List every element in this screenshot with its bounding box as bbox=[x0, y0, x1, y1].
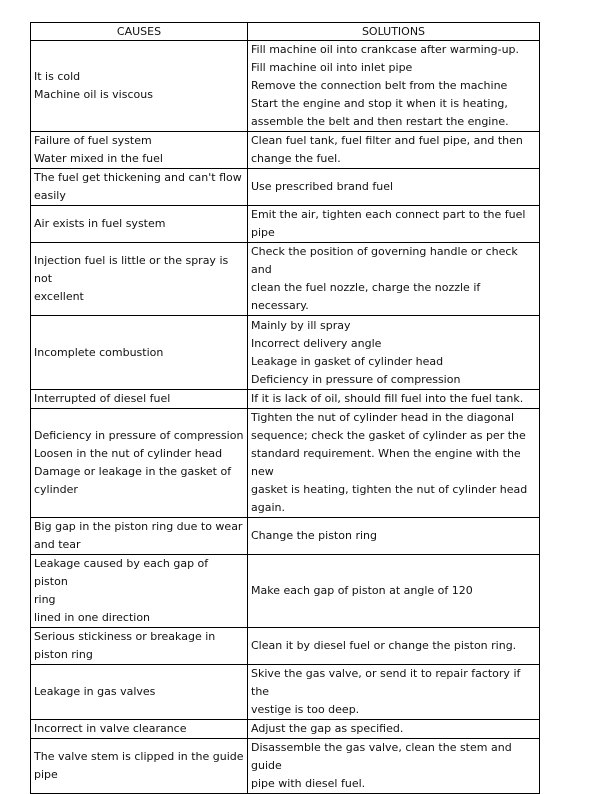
solution-line: clean the fuel nozzle, charge the nozzle if necessary. bbox=[251, 281, 481, 312]
cause-line: Machine oil is viscous bbox=[34, 88, 153, 101]
cause-cell bbox=[31, 41, 248, 132]
solution-line: change the fuel. bbox=[251, 152, 341, 165]
table-row bbox=[31, 41, 540, 132]
solution-line: If it is lack of oil, should fill fuel into the fuel tank. bbox=[251, 392, 524, 405]
table-body bbox=[31, 41, 540, 794]
table-row bbox=[31, 409, 540, 518]
solution-cell bbox=[248, 243, 540, 316]
solution-cell bbox=[248, 316, 540, 390]
header-row bbox=[31, 23, 540, 41]
solution-line: Fill machine oil into crankcase after warming-up. bbox=[251, 43, 520, 56]
cause-line: Failure of fuel system bbox=[34, 134, 152, 147]
solution-line: Disassemble the gas valve, clean the stem and guide bbox=[251, 741, 512, 772]
cause-line: Leakage caused by each gap of piston bbox=[34, 557, 209, 588]
solution-line: Clean fuel tank, fuel filter and fuel pipe, and then bbox=[251, 134, 523, 147]
solution-line: vestige is too deep. bbox=[251, 703, 360, 716]
cause-cell bbox=[31, 720, 248, 739]
cause-cell bbox=[31, 390, 248, 409]
table-row bbox=[31, 665, 540, 720]
cause-cell bbox=[31, 409, 248, 518]
solution-line: standard requirement. When the engine with the new bbox=[251, 447, 521, 478]
cause-cell bbox=[31, 665, 248, 720]
cause-cell bbox=[31, 518, 248, 555]
solution-cell bbox=[248, 665, 540, 720]
solution-line: pipe with diesel fuel. bbox=[251, 777, 366, 790]
solution-cell bbox=[248, 628, 540, 665]
cause-line: It is cold bbox=[34, 70, 81, 83]
solution-line: Make each gap of piston at angle of 120 bbox=[251, 584, 473, 597]
cause-line: Air exists in fuel system bbox=[34, 217, 166, 230]
solution-cell bbox=[248, 739, 540, 794]
solution-line: Clean it by diesel fuel or change the piston ring. bbox=[251, 639, 517, 652]
solution-cell bbox=[248, 720, 540, 739]
solution-cell bbox=[248, 409, 540, 518]
solution-cell bbox=[248, 206, 540, 243]
cause-cell bbox=[31, 628, 248, 665]
cause-line: lined in one direction bbox=[34, 611, 151, 624]
solution-line: Fill machine oil into inlet pipe bbox=[251, 61, 413, 74]
table-row bbox=[31, 739, 540, 794]
table-row bbox=[31, 132, 540, 169]
solutions-header: SOLUTIONS bbox=[248, 23, 540, 41]
cause-line: Loosen in the nut of cylinder head bbox=[34, 447, 223, 460]
cause-line: easily bbox=[34, 189, 66, 202]
cause-line: The fuel get thickening and can't flow bbox=[34, 171, 242, 184]
cause-cell bbox=[31, 169, 248, 206]
cause-cell bbox=[31, 316, 248, 390]
cause-line: Deficiency in pressure of compression bbox=[34, 429, 244, 442]
solution-line: Adjust the gap as specified. bbox=[251, 722, 404, 735]
solution-line: sequence; check the gasket of cylinder as per the bbox=[251, 429, 526, 442]
solution-cell bbox=[248, 390, 540, 409]
solution-cell bbox=[248, 555, 540, 628]
cause-line: Serious stickiness or breakage in bbox=[34, 630, 216, 643]
cause-line: ring bbox=[34, 593, 56, 606]
cause-line: Incomplete combustion bbox=[34, 345, 164, 359]
solution-cell bbox=[248, 169, 540, 206]
solution-cell bbox=[248, 41, 540, 132]
solution-line: Start the engine and stop it when it is heating, bbox=[251, 97, 508, 110]
cause-line: The valve stem is clipped in the guide bbox=[34, 750, 244, 763]
solution-line: Emit the air, tighten each connect part to the fuel pipe bbox=[251, 208, 526, 239]
cause-line: Damage or leakage in the gasket of bbox=[34, 465, 232, 478]
cause-cell bbox=[31, 132, 248, 169]
solution-line: Change the piston ring bbox=[251, 529, 377, 542]
cause-line: Leakage in gas valves bbox=[34, 685, 156, 698]
table-row bbox=[31, 628, 540, 665]
table-row bbox=[31, 316, 540, 390]
cause-line: Injection fuel is little or the spray is not bbox=[34, 254, 229, 285]
cause-cell bbox=[31, 206, 248, 243]
solution-line: Deficiency in pressure of compression bbox=[251, 372, 461, 386]
cause-cell bbox=[31, 243, 248, 316]
cause-line: pipe bbox=[34, 768, 58, 781]
solution-line: Leakage in gasket of cylinder head bbox=[251, 354, 444, 368]
table-row bbox=[31, 169, 540, 206]
table-row bbox=[31, 243, 540, 316]
solution-line: gasket is heating, tighten the nut of cylinder head bbox=[251, 483, 528, 496]
cause-line: Interrupted of diesel fuel bbox=[34, 392, 171, 405]
troubleshooting-table bbox=[30, 22, 540, 794]
cause-line: cylinder bbox=[34, 483, 78, 496]
table-row bbox=[31, 518, 540, 555]
solution-cell bbox=[248, 132, 540, 169]
solution-line: Skive the gas valve, or send it to repair factory if the bbox=[251, 667, 521, 698]
solution-line: Remove the connection belt from the machine bbox=[251, 79, 508, 92]
solution-line: Check the position of governing handle or check and bbox=[251, 245, 518, 276]
table-row bbox=[31, 720, 540, 739]
solution-line: assemble the belt and then restart the engine. bbox=[251, 115, 509, 128]
cause-line: piston ring bbox=[34, 648, 93, 661]
cause-cell bbox=[31, 739, 248, 794]
cause-line: Incorrect in valve clearance bbox=[34, 722, 187, 735]
solution-line: again. bbox=[251, 501, 285, 514]
table-row bbox=[31, 206, 540, 243]
solution-line: Incorrect delivery angle bbox=[251, 336, 382, 350]
cause-line: excellent bbox=[34, 290, 84, 303]
solution-cell bbox=[248, 518, 540, 555]
solution-line: Use prescribed brand fuel bbox=[251, 180, 394, 193]
cause-line: Water mixed in the fuel bbox=[34, 152, 163, 165]
table-row bbox=[31, 555, 540, 628]
solution-line: Tighten the nut of cylinder head in the diagonal bbox=[251, 411, 515, 424]
table-row bbox=[31, 390, 540, 409]
cause-line: Big gap in the piston ring due to wear bbox=[34, 520, 243, 533]
cause-cell bbox=[31, 555, 248, 628]
causes-header: CAUSES bbox=[31, 23, 248, 41]
solution-line: Mainly by ill spray bbox=[251, 318, 351, 332]
cause-line: and tear bbox=[34, 538, 81, 551]
